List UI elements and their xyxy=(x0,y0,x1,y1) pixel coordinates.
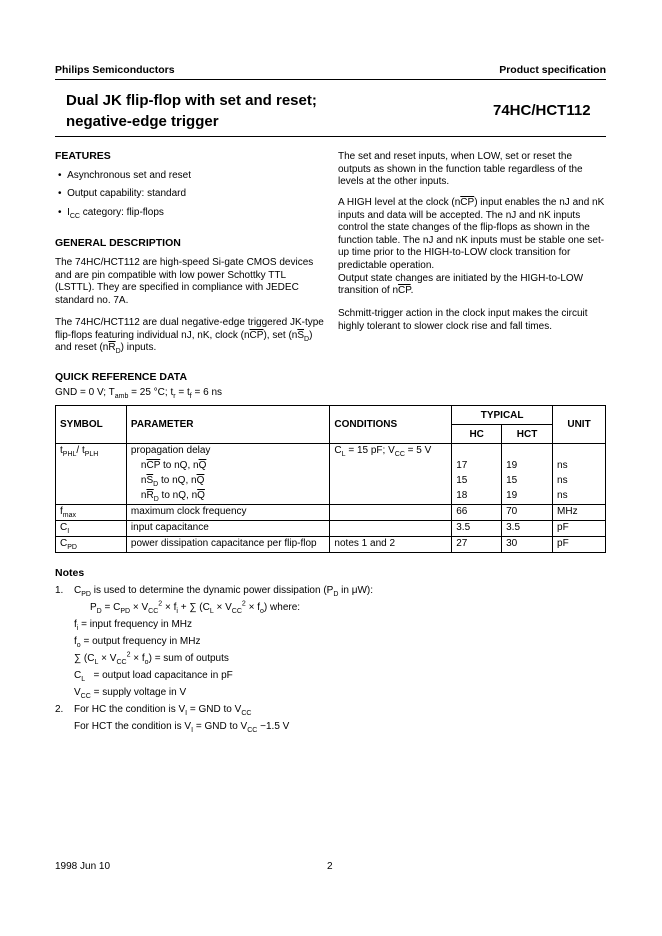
company-name: Philips Semiconductors xyxy=(55,64,175,76)
cell-hct: 30 xyxy=(502,537,553,553)
cell-parameter: input capacitance xyxy=(126,521,330,537)
cell-unit: pF xyxy=(553,521,606,537)
feature-item: • Output capability: standard xyxy=(58,188,187,199)
cell-hct: 70 xyxy=(502,505,553,521)
cell-symbol: $C_I$ xyxy=(56,521,127,537)
right-col-p1: The set and reset inputs, when LOW, set or reset the outputs as shown in the function table regardless of the levels at the other inputs. xyxy=(338,151,583,188)
cell-conditions xyxy=(330,521,452,537)
cell-parameter: maximum clock frequency xyxy=(126,505,330,521)
cell-unit: ns xyxy=(553,474,606,489)
note-2-hc: For HC the condition is $V_I$ = GND to $V_{CC}$ xyxy=(74,704,252,717)
cell-conditions: notes 1 and 2 xyxy=(330,537,452,553)
note-1-vcc: $V_{CC}$ = supply voltage in V xyxy=(74,687,187,700)
general-description-heading: GENERAL DESCRIPTION xyxy=(55,237,181,249)
cell-parameter: power dissipation capacitance per flip-flop xyxy=(126,537,330,553)
cell-hct: 3.5 xyxy=(502,521,553,537)
cell-conditions xyxy=(330,505,452,521)
table-row xyxy=(56,474,606,489)
cell-parameter: propagation delay xyxy=(126,444,330,460)
page-number: 2 xyxy=(327,861,333,872)
feature-item: • $I_{CC}$ category: flip-flops xyxy=(58,207,164,220)
header-symbol: SYMBOL xyxy=(56,406,127,444)
cell-unit: MHz xyxy=(553,505,606,521)
table-row xyxy=(56,459,606,474)
cell-hc: 27 xyxy=(452,537,502,553)
header-typical: TYPICAL xyxy=(452,406,553,425)
cell-unit: ns xyxy=(553,459,606,474)
header-conditions: CONDITIONS xyxy=(330,406,452,444)
note-1-cl: $C_L$ = output load capacitance in pF xyxy=(74,670,233,683)
cell-hc: 18 xyxy=(452,489,502,505)
cell-parameter: $n\overline{R}_D$ to nQ, $n\overline{Q}$ xyxy=(126,489,330,505)
table-row xyxy=(56,444,606,460)
doc-type: Product specification xyxy=(499,64,606,76)
general-description-p1: The 74HC/HCT112 are high-speed Si-gate CMOS devices and are pin compatible with low power Schottky TTL (LSTTL). They are specified in compliance with JEDEC standard no. 7A. xyxy=(55,257,314,306)
page-title: Dual JK flip-flop with set and reset; negative-edge trigger xyxy=(66,92,317,130)
note-2-number: 2. xyxy=(55,704,64,715)
cell-symbol: $f_{max}$ xyxy=(56,505,127,521)
quick-ref-heading: QUICK REFERENCE DATA xyxy=(55,371,188,383)
cell-hct: 19 xyxy=(502,489,553,505)
table-row xyxy=(56,489,606,505)
header-parameter: PARAMETER xyxy=(126,406,330,444)
header-hct: HCT xyxy=(502,425,553,444)
cell-hct: 19 xyxy=(502,459,553,474)
part-number: 74HC/HCT112 xyxy=(493,102,591,119)
table-header-row xyxy=(56,406,606,425)
header-unit: UNIT xyxy=(553,406,606,444)
feature-item: • Asynchronous set and reset xyxy=(58,170,192,181)
notes-heading: Notes xyxy=(55,567,85,579)
header-hc: HC xyxy=(452,425,502,444)
cell-symbol: $C_{PD}$ xyxy=(56,537,127,553)
title-rule xyxy=(55,136,606,137)
cell-hc: 66 xyxy=(452,505,502,521)
table-row xyxy=(56,521,606,537)
cell-conditions: $C_L = 15$ pF; $V_{CC} = 5$ V xyxy=(330,444,452,460)
cell-hct: 15 xyxy=(502,474,553,489)
note-1-equation: $P_D = C_{PD} \times V_{CC}^2 \times f_i$ + ∑ $(C_L \times V_{CC}^2 \times f_o)$ where: xyxy=(90,600,301,615)
note-1-number: 1. xyxy=(55,585,64,596)
table-row xyxy=(56,505,606,521)
cell-hc: 15 xyxy=(452,474,502,489)
cell-hc: 17 xyxy=(452,459,502,474)
note-1-fi: $f_i$ = input frequency in MHz xyxy=(74,619,193,632)
footer-date: 1998 Jun 10 xyxy=(55,861,111,872)
header-rule xyxy=(55,79,606,80)
cell-unit: ns xyxy=(553,489,606,505)
general-description-p2: The 74HC/HCT112 are dual negative-edge triggered JK-type flip-flops featuring individual nJ, nK, clock $(n\overline{CP})$, set $(n\overline{S}_D)$ and reset $(n\overline{R}_D)$ inputs. xyxy=(55,317,324,356)
cell-parameter: $n\overline{CP}$ to nQ, $n\overline{Q}$ xyxy=(126,459,330,474)
cell-symbol: $t_{PHL}/$ $t_{PLH}$ xyxy=(56,444,127,460)
cell-unit: pF xyxy=(553,537,606,553)
features-heading: FEATURES xyxy=(55,150,111,162)
right-col-p3: Schmitt-trigger action in the clock input makes the circuit highly tolerant to slower clock rise and fall times. xyxy=(338,308,588,332)
table-row xyxy=(56,537,606,553)
quick-ref-conditions: GND = 0 V; $T_{amb} = 25$ °C; $t_r = t_f = 6$ ns xyxy=(55,387,223,400)
note-1-sum: ∑ $(C_L \times V_{CC}^2 \times f_o)$ = sum of outputs xyxy=(74,651,229,666)
note-1: $C_{PD}$ is used to determine the dynamic power dissipation ($P_D$ in μW): xyxy=(74,585,374,598)
cell-parameter: $n\overline{S}_D$ to nQ, $n\overline{Q}$ xyxy=(126,474,330,489)
quick-ref-table xyxy=(55,405,606,553)
right-col-p2: A HIGH level at the clock $(n\overline{CP})$ input enables the nJ and nK inputs and data will be accepted. The nJ and nK inputs control the state changes of the flip-flops as shown in the function table. The nJ and nK inputs must be stable one set-up time prior to the HIGH-to-LOW clock transition for predictable operation. Output state changes are initiated by the HIGH-to-LOW transition of $n\overline{CP}$. xyxy=(338,197,605,297)
note-1-fo: $f_o$ = output frequency in MHz xyxy=(74,636,201,649)
note-2-hct: For HCT the condition is $V_I$ = GND to $V_{CC} -1.5$ V xyxy=(74,721,290,734)
cell-hc: 3.5 xyxy=(452,521,502,537)
